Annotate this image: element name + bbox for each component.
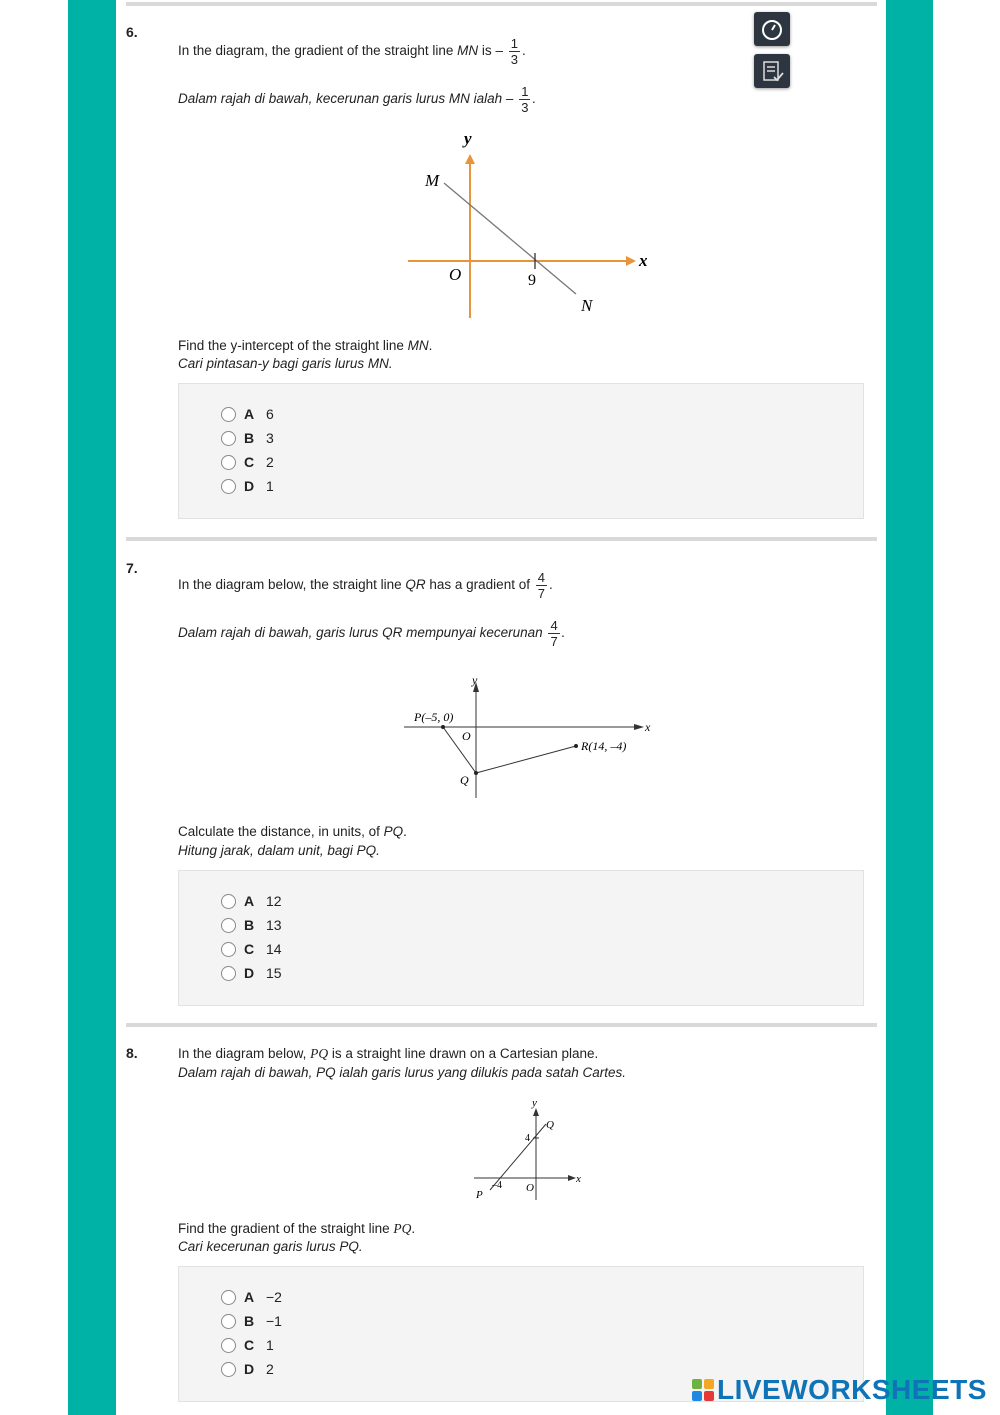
option-b[interactable]: B −1 [221,1313,282,1329]
option-d[interactable]: D 1 [221,478,274,494]
y-label: y [472,673,478,687]
radio-button[interactable] [221,1338,236,1353]
radio-button[interactable] [221,1314,236,1329]
radio-button[interactable] [221,942,236,957]
point-r [574,744,578,748]
timer-button[interactable] [754,12,790,46]
point-p-label: P [476,1189,483,1201]
point-q [474,771,478,775]
y-axis-arrow [533,1108,539,1116]
timer-icon [754,12,790,46]
find-text-en: Find the y-intercept of the straight line MN. [178,338,433,353]
x-label: x [639,251,648,270]
option-c[interactable]: C 14 [221,941,282,957]
radio-button[interactable] [221,966,236,981]
left-border-band [68,0,116,1415]
point-p [441,725,445,729]
brand-name: LIVEWORKSHEETS [717,1374,987,1405]
question-text-en: In the diagram below, the straight line QR has a gradient of $\frac{4}{7}$ . [178,570,553,601]
x-axis-arrow [634,724,644,730]
answer-options [178,383,864,519]
option-a[interactable]: A −2 [221,1289,282,1305]
point-n-label: N [581,296,593,315]
divider [126,1023,877,1027]
question-text-ms: Dalam rajah di bawah, kecerunan garis lurus MN ialah – $\frac{1}{3}$ . [178,84,537,115]
option-d[interactable]: D 15 [221,965,282,981]
checklist-icon [754,54,790,88]
point-p-label: P(–5, 0) [414,710,454,724]
logo-grid-icon [692,1379,714,1401]
x-label: x [576,1173,581,1185]
line-pq [443,727,476,773]
origin-label: O [462,729,471,743]
radio-button[interactable] [221,431,236,446]
right-border-band [886,0,933,1415]
fraction: $\frac{1}{3}$ [510,36,518,67]
question-text-ms: Dalam rajah di bawah, PQ ialah garis lurus yang dilukis pada satah Cartes. [178,1065,626,1080]
x-label: x [645,720,651,734]
diagram-line-qr [400,672,660,804]
tick-label-4: 4 [525,1133,530,1144]
radio-button[interactable] [221,1362,236,1377]
option-d[interactable]: D 2 [221,1361,274,1377]
option-a[interactable]: A 12 [221,893,282,909]
divider [126,537,877,541]
y-axis-arrow [465,154,475,164]
find-text-ms: Cari kecerunan garis lurus PQ. [178,1239,363,1254]
fraction: $\frac{4}{7}$ [537,570,545,601]
origin-label: O [526,1182,534,1194]
radio-button[interactable] [221,894,236,909]
answer-options [178,870,864,1006]
option-c[interactable]: C 2 [221,454,274,470]
check-answers-button[interactable] [754,54,790,88]
find-text-ms: Cari pintasan-y bagi garis lurus MN. [178,356,393,371]
tick-label-neg4: –4 [492,1180,502,1191]
find-text-en: Find the gradient of the straight line PQ. [178,1221,416,1236]
option-b[interactable]: B 3 [221,430,274,446]
option-a[interactable]: A 6 [221,406,274,422]
radio-button[interactable] [221,407,236,422]
divider [126,2,877,6]
line-qr [476,746,576,773]
y-label: y [464,129,472,148]
diagram-line-mn [400,128,660,320]
find-text-ms: Hitung jarak, dalam unit, bagi PQ. [178,843,380,858]
point-q-label: Q [460,773,469,787]
origin-label: O [449,265,462,284]
point-m-label: M [425,171,440,190]
radio-button[interactable] [221,918,236,933]
question-number: 8. [126,1045,138,1061]
x-axis-arrow [568,1175,576,1181]
point-r-label: R(14, –4) [581,739,627,753]
find-text-en: Calculate the distance, in units, of PQ. [178,824,407,839]
diagram-line-pq [470,1096,590,1204]
x-axis-arrow [626,256,636,266]
option-c[interactable]: C 1 [221,1337,274,1353]
line-mn [444,183,576,294]
question-number: 7. [126,560,138,576]
radio-button[interactable] [221,455,236,470]
radio-button[interactable] [221,479,236,494]
option-b[interactable]: B 13 [221,917,282,933]
point-q-label: Q [546,1119,554,1131]
question-text-en: In the diagram, the gradient of the straight line MN is – $\frac{1}{3}$ . [178,36,526,67]
tick-label: 9 [528,272,536,289]
fraction: $\frac{1}{3}$ [521,84,529,115]
y-label: y [532,1097,537,1109]
question-number: 6. [126,24,138,40]
liveworksheets-logo [692,1374,987,1406]
fraction: $\frac{4}{7}$ [550,618,558,649]
question-text-ms: Dalam rajah di bawah, garis lurus QR mempunyai kecerunan $\frac{4}{7}$ . [178,618,566,649]
radio-button[interactable] [221,1290,236,1305]
question-text-en: In the diagram below, PQ is a straight line drawn on a Cartesian plane. [178,1046,599,1061]
